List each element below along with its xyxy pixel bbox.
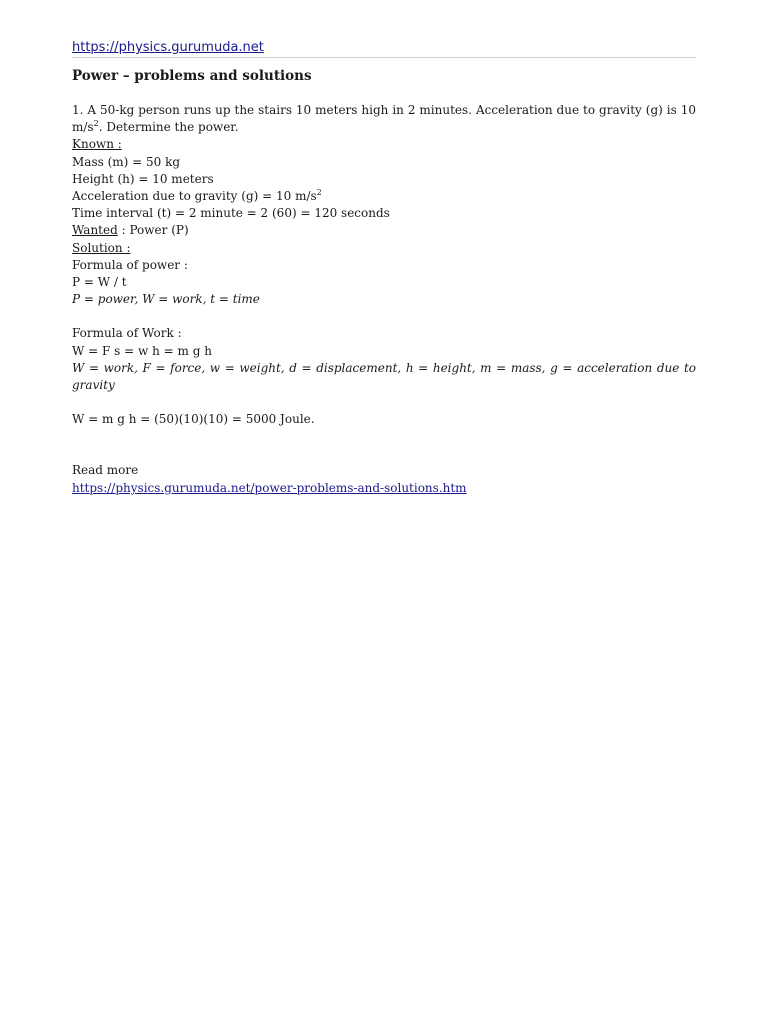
power-variables: P = power, W = work, t = time (72, 292, 260, 307)
known-gravity-sup: 2 (316, 188, 322, 198)
header-site-link[interactable]: https://physics.gurumuda.net (72, 40, 264, 55)
power-formula-label: Formula of power : (72, 257, 188, 272)
known-label: Known : (72, 137, 122, 152)
document-page (72, 36, 696, 497)
wanted-label: Wanted (72, 223, 118, 238)
known-mass: Mass (m) = 50 kg (72, 154, 181, 169)
known-time: Time interval (t) = 2 minute = 2 (60) = 120 seconds (72, 206, 390, 221)
spacer (72, 308, 696, 325)
work-formula-label: Formula of Work : (72, 326, 182, 341)
work-variables: W = work, F = force, w = weight, d = displacement, h = height, m = mass, g = acceleration due to gravity (72, 360, 696, 393)
header-divider (72, 57, 696, 58)
problem-sup: 2 (93, 119, 99, 129)
solution-label: Solution : (72, 240, 131, 255)
known-section (72, 136, 696, 496)
document-title: Power – problems and solutions (72, 68, 312, 84)
work-result: W = m g h = (50)(10)(10) = 5000 Joule. (72, 412, 315, 427)
wanted-line (72, 222, 696, 239)
known-gravity-text: Acceleration due to gravity (g) = 10 m/s (72, 189, 317, 204)
read-more-label: Read more (72, 463, 139, 478)
problem-text-b: . Determine the power. (98, 120, 239, 135)
known-height: Height (h) = 10 meters (72, 171, 214, 186)
wanted-value: : Power (P) (117, 223, 189, 238)
problem-number: 1. (72, 103, 84, 117)
spacer (72, 428, 696, 462)
spacer (72, 394, 696, 411)
known-gravity (72, 188, 696, 205)
problem-statement (72, 102, 696, 136)
work-formula: W = F s = w h = m g h (72, 343, 212, 358)
problem-text-a: A 50-kg person runs up the stairs 10 meters high in 2 minutes. Acceleration due to gravity (g) is 10 m/s (72, 103, 696, 135)
power-formula: P = W / t (72, 275, 127, 290)
read-more-link[interactable]: https://physics.gurumuda.net/power-problems-and-solutions.htm (72, 480, 467, 495)
